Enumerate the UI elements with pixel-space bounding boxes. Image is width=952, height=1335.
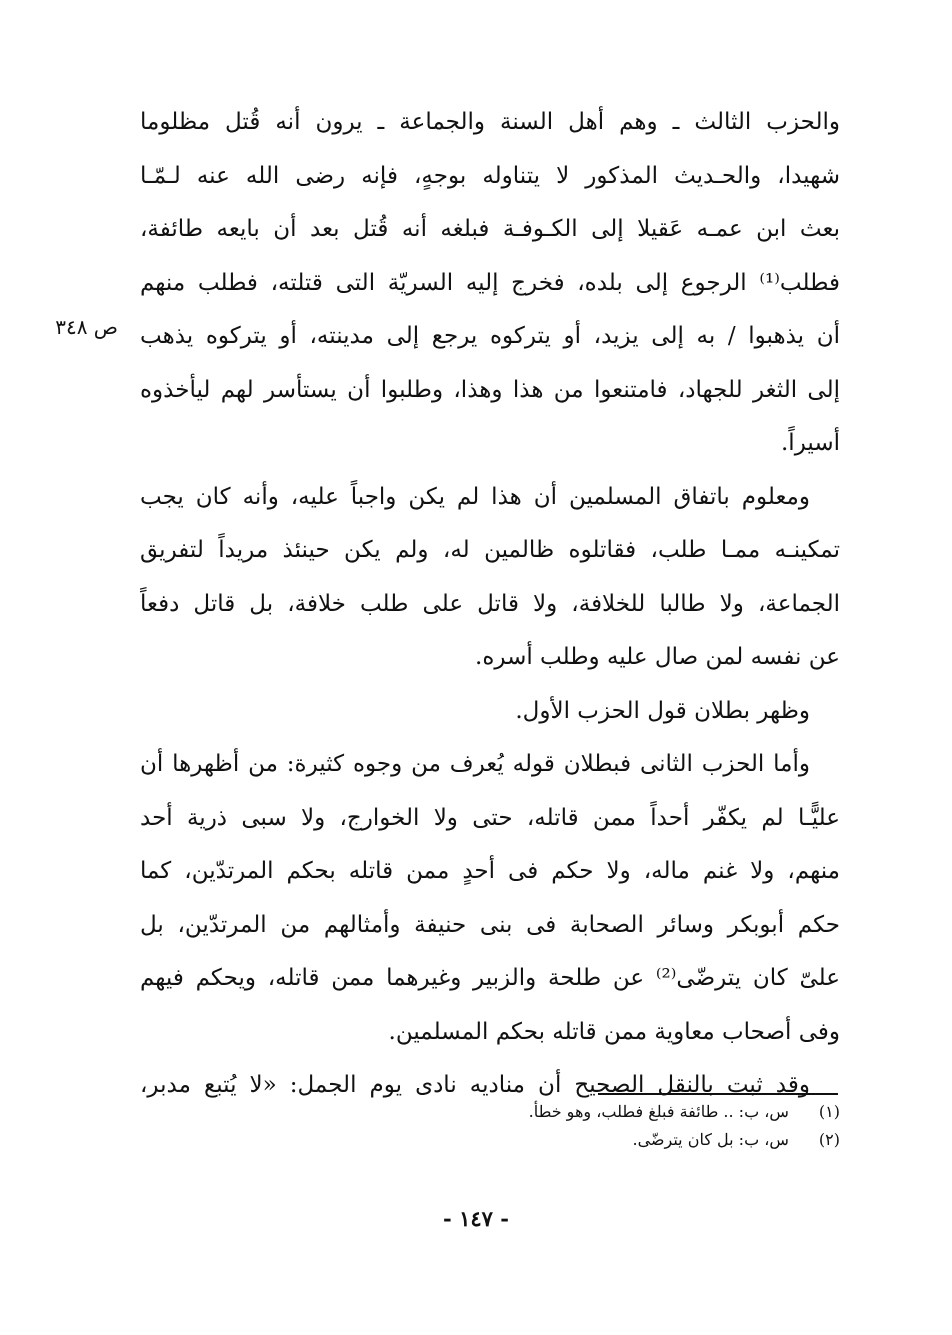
footnote-number: (٢) <box>818 1130 840 1149</box>
footnote <box>400 1126 840 1154</box>
page-number: - ١٤٧ - <box>443 1206 509 1231</box>
text-line: إلى الثغر للجهاد، فامتنعوا من هذا وهذا، وطلبوا أن يستأسر لهم ليأخذوه <box>140 376 840 403</box>
text-line: الجماعة، ولا طالبا للخلافة، ولا قاتل على طلب خلافة، بل قاتل دفعاً <box>140 590 840 617</box>
main-text <box>140 96 840 1113</box>
text-line: منهم، ولا غنم ماله، ولا حكم فى أحدٍ ممن قاتله بحكم المرتدّين، كما <box>140 858 840 884</box>
text-line: وأما الحزب الثانى فبطلان قوله يُعرف من وجوه كثيرة: من أظهرها أن <box>140 751 810 777</box>
text-line: أسيراً. <box>781 430 840 456</box>
text-line: تمكينـه ممـا طلب، فقاتلوه ظالمين له، ولم يكن حينئذ مريداً لتفريق <box>140 537 840 563</box>
footnote-divider <box>598 1093 838 1095</box>
footnote <box>400 1098 840 1126</box>
footnotes <box>400 1098 840 1154</box>
text-line: علىّ كان يترضّى⁽²⁾ عن طلحة والزبير وغيرهما ممن قاتله، ويحكم فيهم <box>140 965 840 991</box>
footnote-text: س، ب: بل كان يترضّى. <box>632 1130 789 1149</box>
text-line: شهيدا، والحـديث المذكور لا يتناوله بوجهٍ، فإنه رضى الله عنه لـمّـا <box>140 162 840 189</box>
text-line: ومعلوم باتفاق المسلمين أن هذا لم يكن واجباً عليه، وأنه كان يجب <box>140 483 810 510</box>
text-line: فطلب⁽¹⁾ الرجوع إلى بلده، فخرج إليه السريّة التى قتلته، فطلب منهم <box>140 269 840 296</box>
text-line: وظهر بطلان قول الحزب الأول. <box>515 697 810 724</box>
text-line: وفى أصحاب معاوية ممن قاتله بحكم المسلمين. <box>388 1018 840 1045</box>
text-line: والحزب الثالث ـ وهم أهل السنة والجماعة ـ يرون أنه قُتل مظلوما <box>140 109 840 135</box>
text-line: بعث ابن عمـه عَقيلا إلى الكـوفـة فبلغه أنه قُتل بعد أن بايعه طائفة، <box>140 216 840 242</box>
footnote-text: س، ب: .. طائفة فبلغ فطلب، وهو خطأ. <box>528 1102 789 1121</box>
text-line: حكم أبوبكر وسائر الصحابة فى بنى حنيفة وأمثالهم من المرتدّين، بل <box>140 911 840 938</box>
footnote-number: (١) <box>818 1102 840 1121</box>
text-line: عن نفسه لمن صال عليه وطلب أسره. <box>475 644 840 670</box>
text-line: وقد ثبت بالنقل الصحيح أن مناديه نادى يوم الجمل: «لا يُتبع مدبر، <box>140 1072 810 1098</box>
text-line: أن يذهبوا / به إلى يزيد، أو يتركوه يرجع إلى مدينته، أو يتركوه يذهب <box>140 323 840 349</box>
text-line: عليًّـا لم يكفّر أحداً ممن قاتله، حتى ولا الخوارج، ولا سبى ذرية أحد <box>140 804 840 831</box>
margin-page-reference: ص ٣٤٨ <box>55 315 118 339</box>
